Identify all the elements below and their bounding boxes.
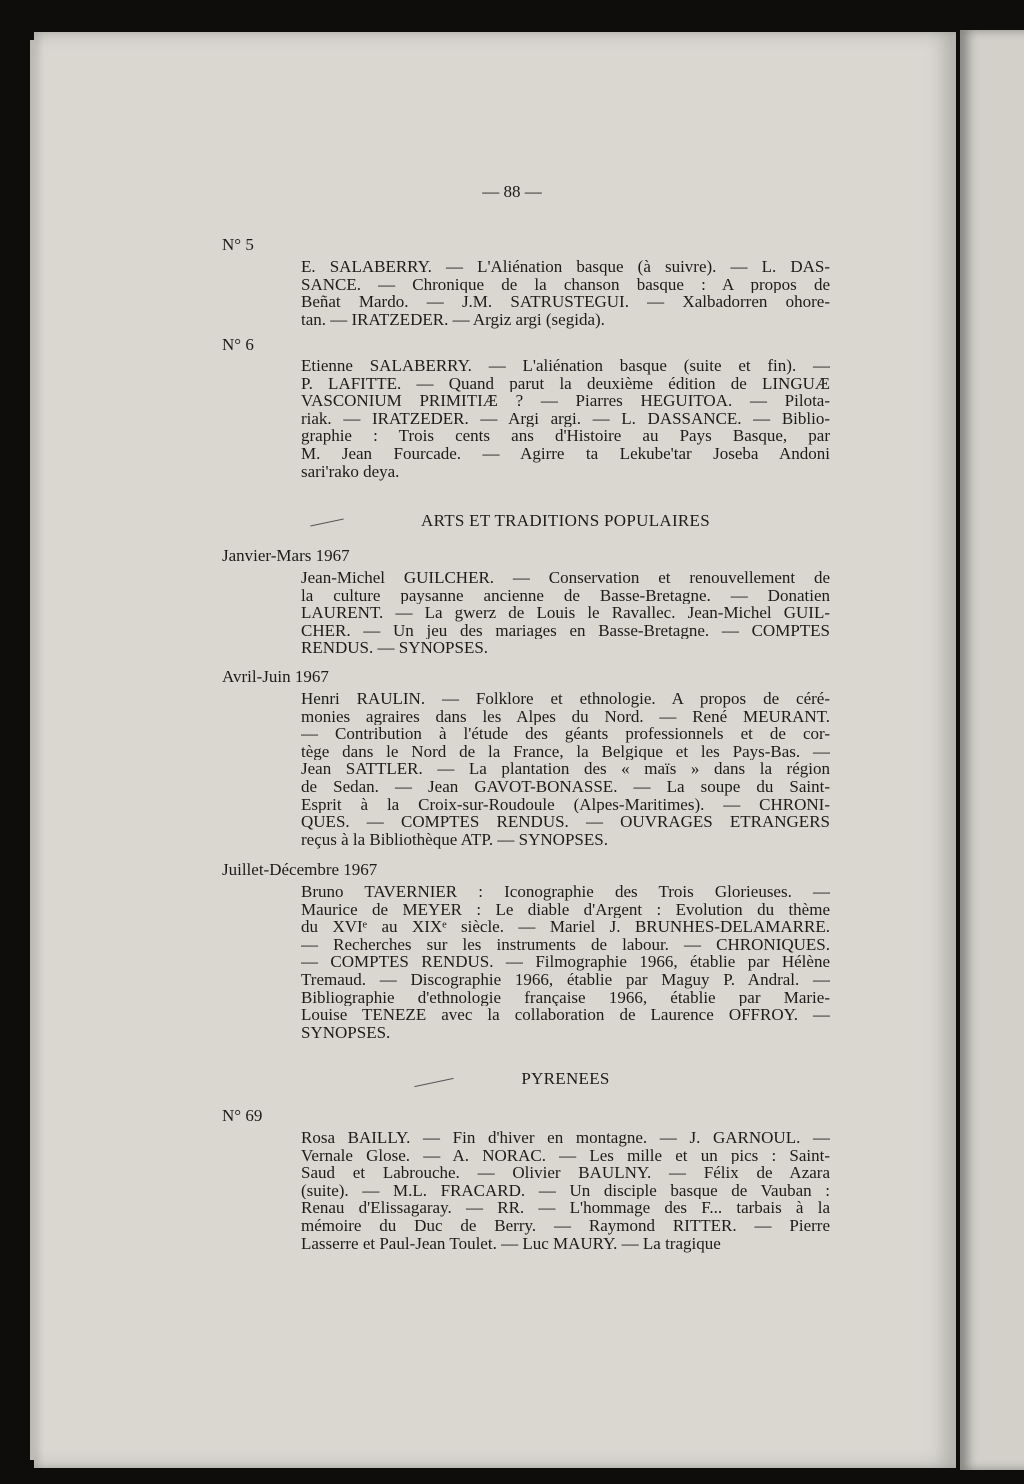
bibliography-entry — [301, 1129, 830, 1252]
entry-line: Maurice de MEYER : Le diable d'Argent : Evolution du thème — [301, 900, 830, 919]
entry-line: Vernale Glose. — A. NORAC. — Les mille et un pics : Saint- — [301, 1146, 830, 1165]
entry-line: graphie : Trois cents ans d'Histoire au Pays Basque, par — [301, 427, 830, 445]
issue-label: N° 6 — [222, 335, 254, 354]
section-heading: ARTS ET TRADITIONS POPULAIRES — [421, 511, 710, 530]
entry-line: Rosa BAILLY. — Fin d'hiver en montagne. — J. GARNOUL. — — [301, 1129, 830, 1147]
page-number: — 88 — — [482, 182, 542, 201]
entry-line: Saud et Labrouche. — Olivier BAULNY. — Félix de Azara — [301, 1164, 830, 1182]
entry-line: (suite). — M.L. FRACARD. — Un disciple basque de Vauban : — [301, 1181, 830, 1200]
entry-line: tan. — IRATZEDER. — Argiz argi (segida). — [301, 309, 605, 329]
adjacent-page — [960, 30, 1024, 1470]
bibliography-entry — [301, 258, 830, 328]
entry-line: Renau d'Elissagaray. — RR. — L'hommage des F... tarbais à la — [301, 1199, 830, 1217]
entry-line: Louise TENEZE avec la collaboration de Laurence OFFROY. — — [301, 1006, 830, 1024]
entry-line: SANCE. — Chronique de la chanson basque : A propos de — [301, 275, 830, 294]
entry-line: Tremaud. — Discographie 1966, établie par Maguy P. Andral. — — [301, 970, 830, 989]
entry-line: — Contribution à l'étude des géants professionnels et de cor- — [301, 725, 830, 743]
entry-line: riak. — IRATZEDER. — Argi argi. — L. DASSANCE. — Biblio- — [301, 409, 830, 428]
entry-line: Etienne SALABERRY. — L'aliénation basque (suite et fin). — — [301, 357, 830, 375]
entry-line: VASCONIUM PRIMITIÆ ? — Piarres HEGUITOA. — Pilota- — [301, 392, 830, 410]
bibliography-entry — [301, 883, 830, 1041]
entry-line: Henri RAULIN. — Folklore et ethnologie. A propos de céré- — [301, 690, 830, 708]
entry-line: — COMPTES RENDUS. — Filmographie 1966, établie par Hélène — [301, 953, 830, 971]
bibliography-entry — [301, 690, 830, 848]
bibliography-entry — [301, 357, 830, 480]
bibliography-entry — [301, 569, 830, 657]
entry-line: RENDUS. — SYNOPSES. — [301, 638, 489, 658]
entry-line: QUES. — COMPTES RENDUS. — OUVRAGES ETRANGERS — [301, 813, 830, 831]
entry-line: la culture paysanne ancienne de Basse-Bretagne. — Donatien — [301, 586, 830, 605]
entry-line: Bibliographie d'ethnologie française 1966, établie par Marie- — [301, 988, 830, 1007]
entry-line: du XVIᵉ au XIXᵉ siècle. — Mariel J. BRUNHES-DELAMARRE. — [301, 918, 830, 936]
entry-line: Jean-Michel GUILCHER. — Conservation et renouvellement de — [301, 569, 830, 587]
entry-line: sari'rako deya. — [301, 461, 400, 481]
entry-line: Beñat Mardo. — J.M. SATRUSTEGUI. — Xalbadorren ohore- — [301, 293, 830, 311]
entry-line: P. LAFITTE. — Quand parut la deuxième édition de LINGUÆ — [301, 374, 830, 393]
entry-line: mémoire du Duc de Berry. — Raymond RITTER. — Pierre — [301, 1216, 830, 1235]
issue-label: N° 69 — [222, 1106, 263, 1125]
entry-line: SYNOPSES. — [301, 1022, 391, 1042]
issue-label: Avril-Juin 1967 — [222, 667, 329, 686]
entry-line: Bruno TAVERNIER : Iconographie des Trois Glorieuses. — — [301, 883, 830, 901]
entry-line: Jean SATTLER. — La plantation des « maïs » dans la région — [301, 760, 830, 778]
entry-line: tège dans le Nord de la France, la Belgique et les Pays-Bas. — — [301, 742, 830, 761]
entry-line: de Sedan. — Jean GAVOT-BONASSE. — La soupe du Saint- — [301, 777, 830, 796]
entry-line: Esprit à la Croix-sur-Roudoule (Alpes-Maritimes). — CHRONI- — [301, 795, 830, 814]
entry-line: Lasserre et Paul-Jean Toulet. — Luc MAURY. — La tragique — [301, 1233, 721, 1253]
entry-line: CHER. — Un jeu des mariages en Basse-Bretagne. — COMPTES — [301, 621, 830, 640]
entry-line: — Recherches sur les instruments de labour. — CHRONIQUES. — [301, 935, 830, 954]
section-heading: PYRENEES — [521, 1069, 610, 1088]
entry-line: E. SALABERRY. — L'Aliénation basque (à suivre). — L. DAS- — [301, 258, 830, 276]
entry-line: LAURENT. — La gwerz de Louis le Ravallec. Jean-Michel GUIL- — [301, 604, 830, 622]
issue-label: Juillet-Décembre 1967 — [222, 860, 378, 879]
entry-line: reçus à la Bibliothèque ATP. — SYNOPSES. — [301, 829, 608, 849]
issue-label: Janvier-Mars 1967 — [222, 546, 350, 565]
entry-line: monies agraires dans les Alpes du Nord. — René MEURANT. — [301, 707, 830, 726]
issue-label: N° 5 — [222, 235, 254, 254]
entry-line: M. Jean Fourcade. — Agirre ta Lekube'tar Joseba Andoni — [301, 444, 830, 463]
